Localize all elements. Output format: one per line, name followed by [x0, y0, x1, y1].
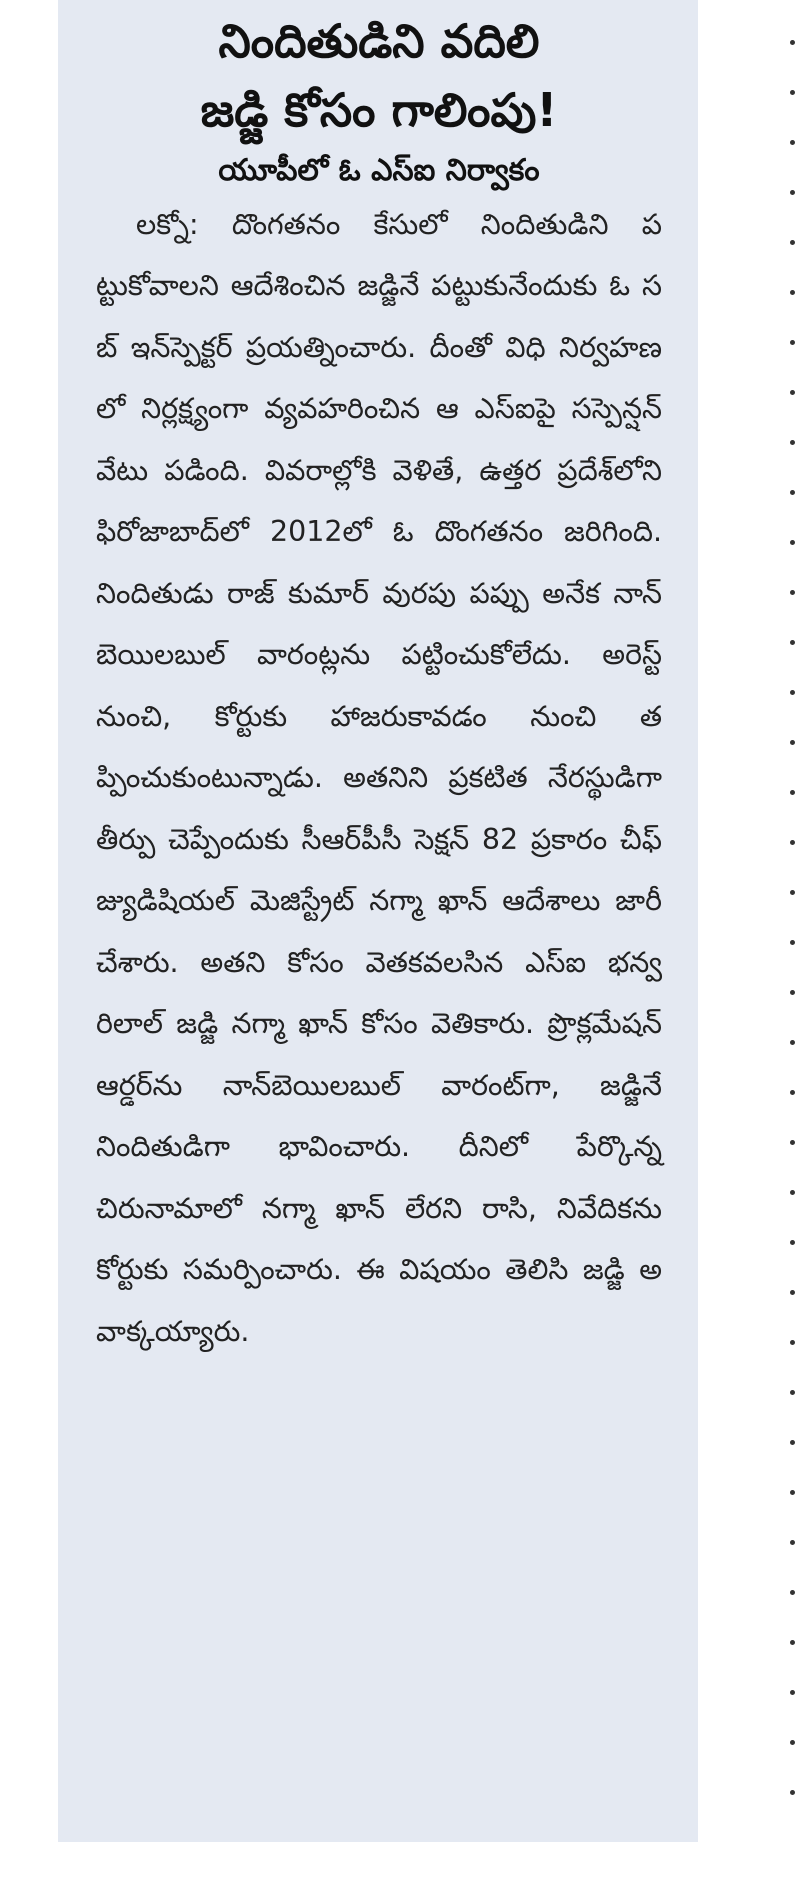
article-body: లక్నో: దొంగతనం కేసులో నిందితుడిని పట్టుకోవాలని ఆదేశించిన జడ్జినే పట్టుకునేందుకు ఓ సబ్ ఇన్‌స్పెక్టర్ ప్రయత్నించారు. దీంతో విధి నిర్వహణలో నిర్లక్ష్యంగా వ్యవహరించిన ఆ ఎస్‌ఐపై సస్పెన్షన్ వేటు పడింది. వివరాల్లోకి వెళితే, ఉత్తర ప్రదేశ్‌లోని ఫిరోజాబాద్‌లో 2012లో ఓ దొంగతనం జరిగింది. నిందితుడు రాజ్ కుమార్ వురపు పప్పు అనేక నాన్ బెయిలబుల్ వారంట్లను పట్టించుకోలేదు. అరెస్ట్ నుంచి, కోర్టుకు హాజరుకావడం నుంచి తప్పించుకుంటున్నాడు. అతనిని ప్రకటిత నేరస్థుడిగా తీర్పు చెప్పేందుకు సీఆర్‌పీసీ సెక్షన్ 82 ప్రకారం చీఫ్ జ్యుడిషియల్ మెజిస్ట్రేట్ నగ్మా ఖాన్ ఆదేశాలు జారీ చేశారు. అతని కోసం వెతకవలసిన ఎస్‌ఐ భన్వరిలాల్ జడ్జి నగ్మా ఖాన్ కోసం వెతికారు. ప్రొక్లమేషన్ ఆర్డర్‌ను నాన్‌బెయిలబుల్ వారంట్‌గా, జడ్జినే నిందితుడిగా భావించారు. దీనిలో పేర్కొన్న చిరునామాలో నగ్మా ఖాన్ లేరని రాసి, నివేదికను కోర్టుకు సమర్పించారు. ఈ విషయం తెలిసి జడ్జి అవాక్కయ్యారు.: [96, 207, 662, 1348]
newspaper-clipping: [58, 0, 698, 1842]
headline-line-2: జడ్జి కోసం గాలింపు!: [200, 83, 558, 138]
subheadline: యూపీలో ఓ ఎస్‌ఐ నిర్వాకం: [218, 153, 540, 189]
adjacent-column-edge: [784, 40, 800, 1860]
headline-line-1: నిందితుడిని వదిలి: [218, 14, 540, 68]
